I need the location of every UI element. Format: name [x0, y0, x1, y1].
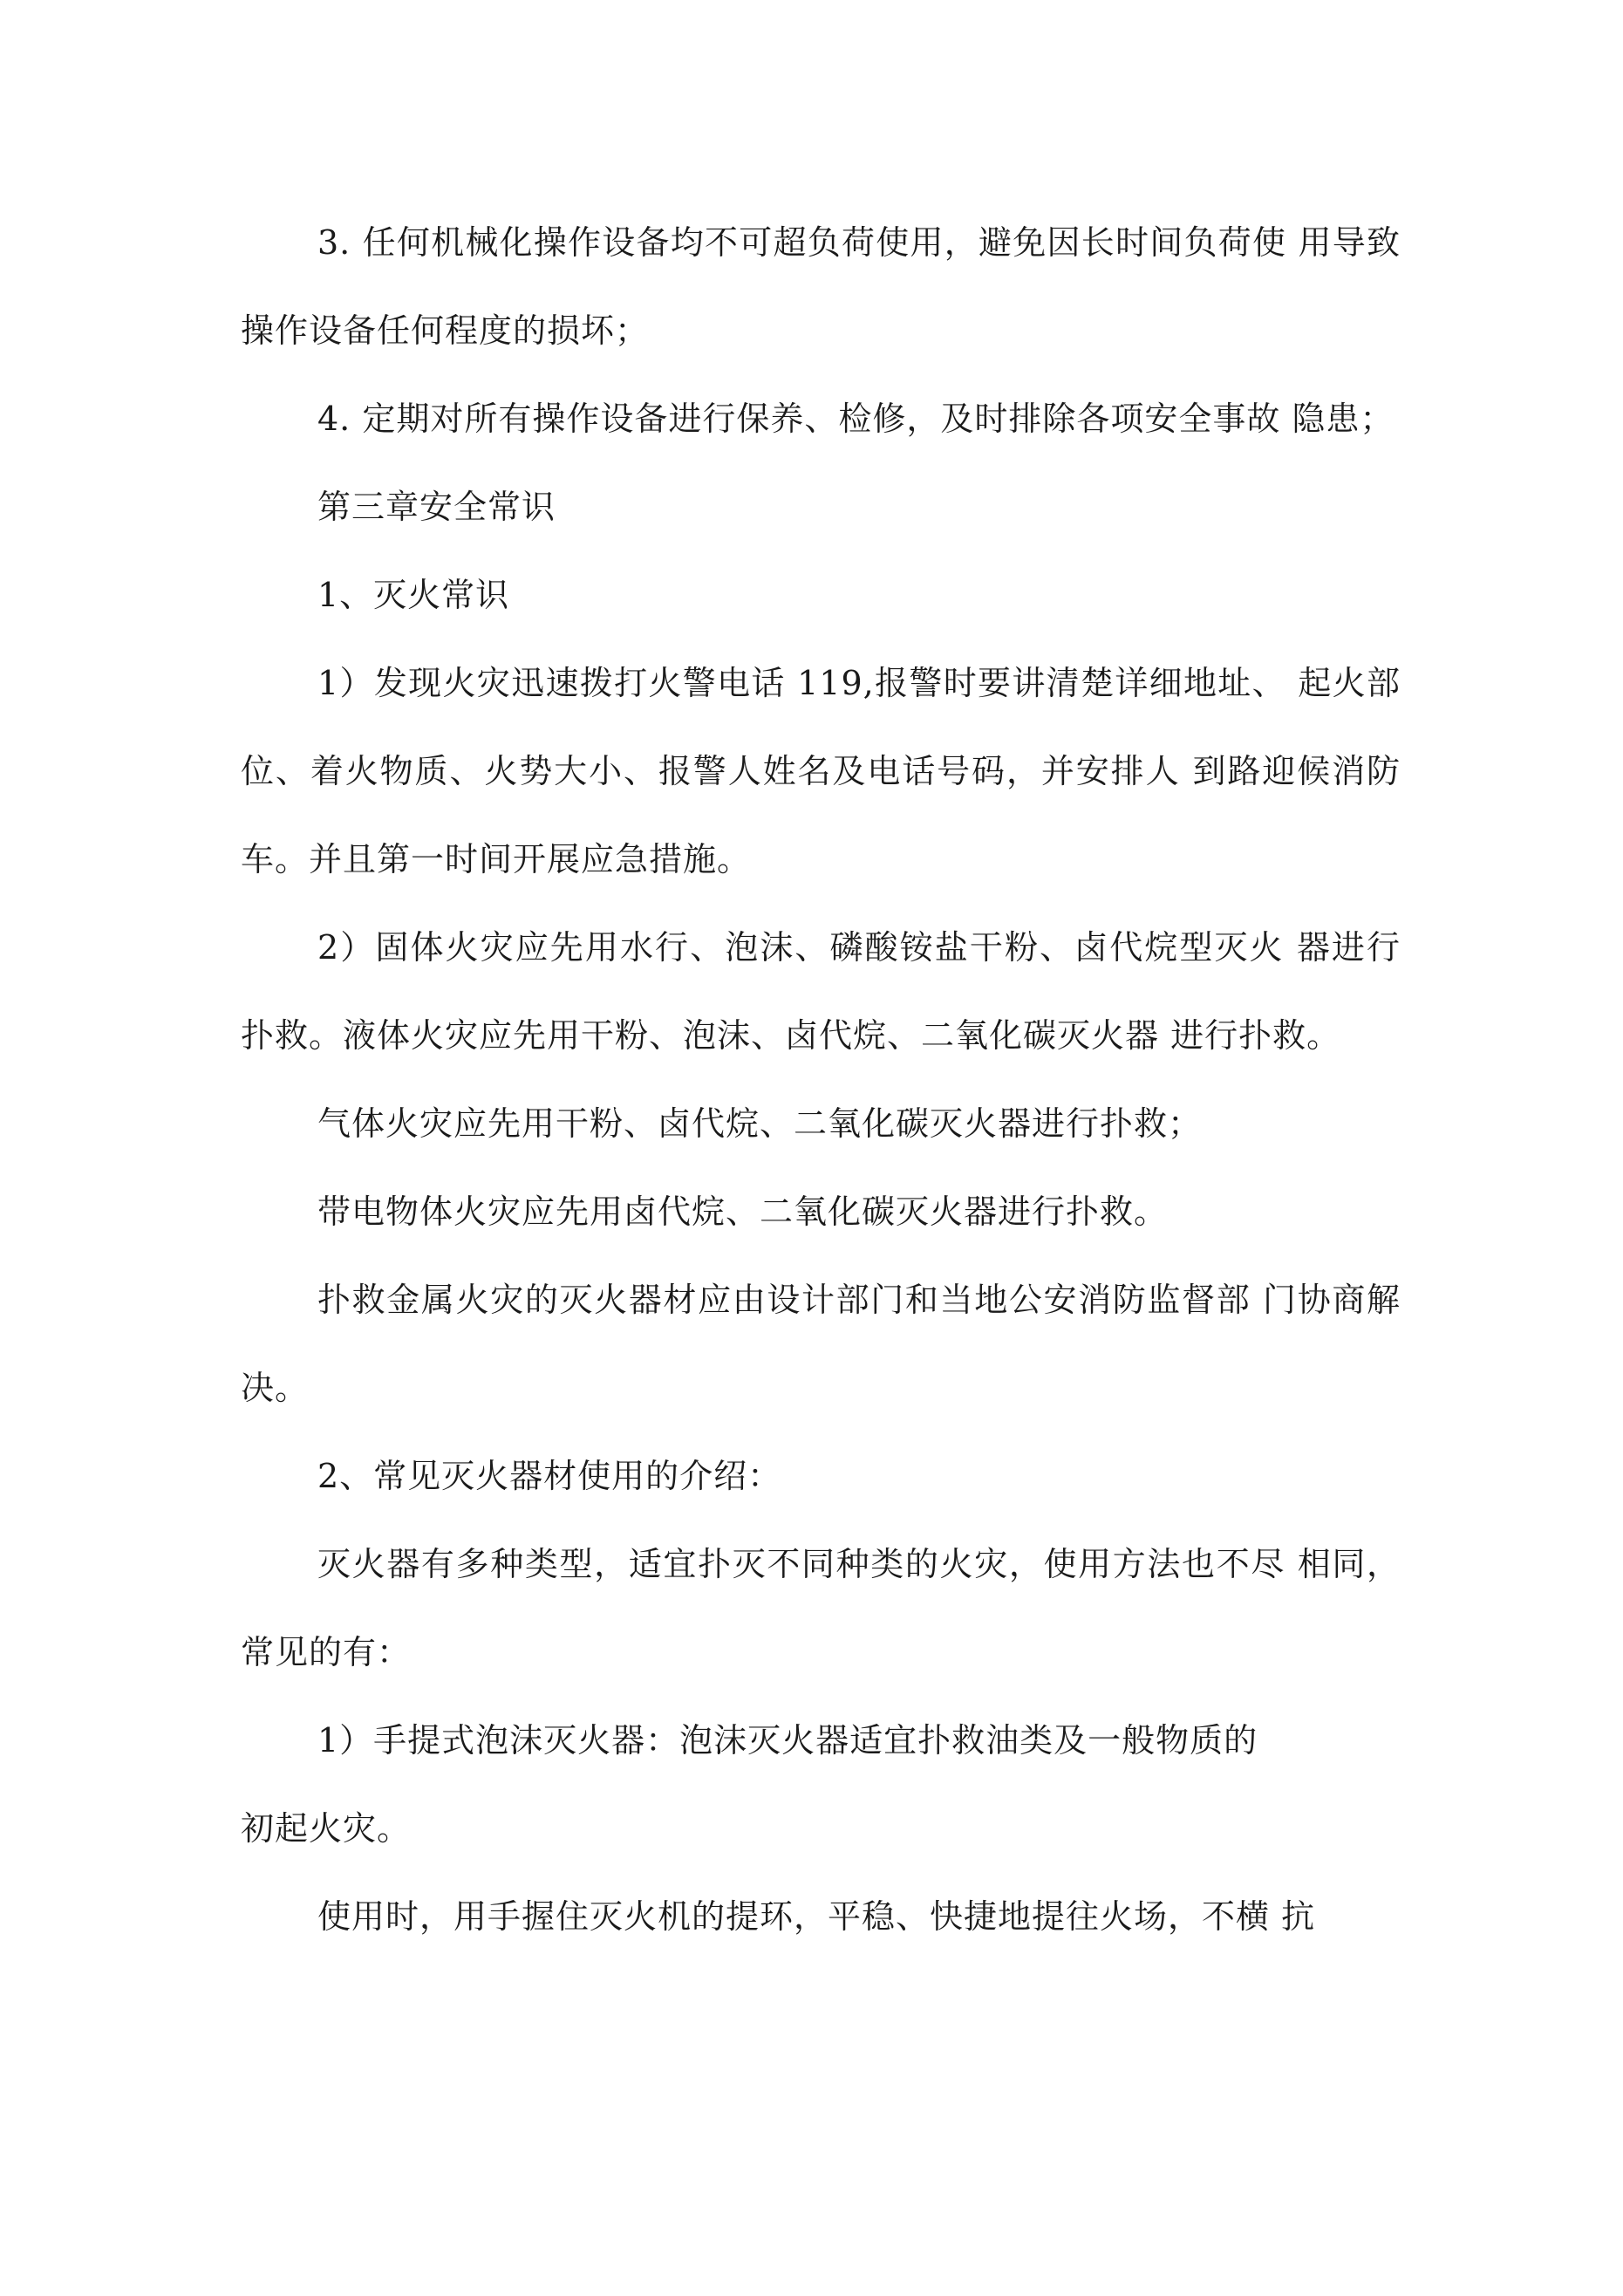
paragraph-equipment-maintenance: 4. 定期对所有操作设备进行保养、检修，及时排除各项安全事故 隐患； [317, 400, 1395, 438]
paragraph-usage-instructions: 使用时，用手握住灭火机的提环，平稳、快捷地提往火场，不横 抗 [317, 1897, 1316, 1936]
paragraph-gas-fire: 气体火灾应先用干粉、卤代烷、二氧化碳灭火器进行扑救； [317, 1104, 1203, 1143]
paragraph-electrical-fire: 带电物体火灾应先用卤代烷、二氧化碳灭火器进行扑救。 [317, 1192, 1169, 1231]
paragraph-initial-fire: 初起火灾。 [241, 1809, 412, 1848]
paragraph-fire-alarm: 1）发现火灾迅速拨打火警电话 119,报警时要讲清楚详细地址、 起火部位、着火物质、火势大小、报警人姓名及电话号码，并安排人 到路迎候消防车。并且第一时间开展应急措施。 [241, 664, 1401, 878]
paragraph-metal-fire: 扑救金属火灾的灭火器材应由设计部门和当地公安消防监督部 门协商解决。 [241, 1281, 1401, 1407]
section-heading-firefighting: 1、灭火常识 [317, 576, 510, 614]
chapter-heading: 第三章安全常识 [317, 488, 556, 526]
paragraph-equipment-overload: 3. 任何机械化操作设备均不可超负荷使用，避免因长时间负荷使 用导致操作设备任何程度的损坏； [241, 223, 1401, 350]
paragraph-foam-extinguisher: 1）手提式泡沫灭火器：泡沫灭火器适宜扑救油类及一般物质的 [317, 1721, 1258, 1760]
section-heading-extinguishers: 2、常见灭火器材使用的介绍： [317, 1457, 782, 1495]
paragraph-extinguisher-types: 灭火器有多种类型，适宜扑灭不同种类的火灾，使用方法也不尽 相同，常见的有： [241, 1545, 1401, 1671]
paragraph-solid-liquid-fire: 2）固体火灾应先用水行、泡沫、磷酸铵盐干粉、卤代烷型灭火 器进行扑救。液体火灾应先用干粉、泡沫、卤代烷、二氧化碳灭火器 进行扑救。 [241, 928, 1401, 1055]
document-body [241, 199, 1401, 1961]
